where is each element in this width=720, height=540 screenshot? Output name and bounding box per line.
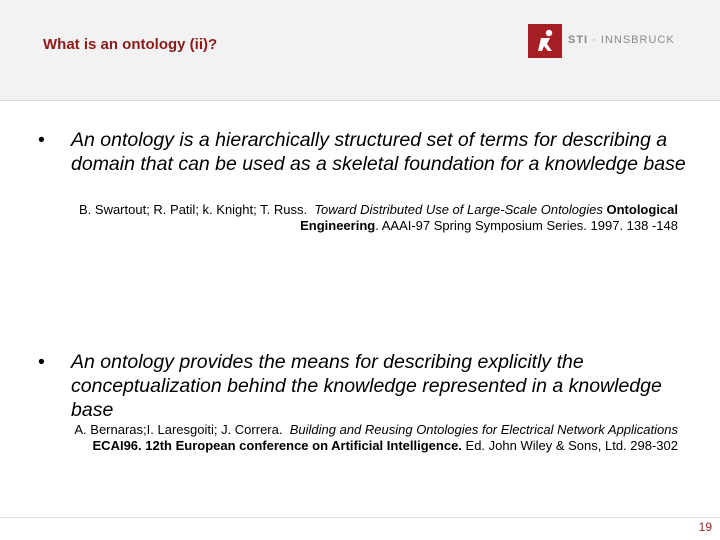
citation-title: Toward Distributed Use of Large-Scale Ontologies xyxy=(314,202,603,217)
citation-rest: . AAAI-97 Spring Symposium Series. 1997. 138 -148 xyxy=(375,217,678,233)
citation-2 xyxy=(66,422,678,453)
citation-authors: A. Bernaras;I. Laresgoiti; J. Correra. xyxy=(74,422,283,437)
citation-authors: B. Swartout; R. Patil; k. Knight; T. Russ. xyxy=(79,202,308,217)
citation-title: Building and Reusing Ontologies for Electrical Network Applications xyxy=(289,422,678,437)
footer-divider xyxy=(0,517,720,518)
header-divider xyxy=(0,100,720,101)
bullet-text: An ontology provides the means for describing explicitly the conceptualization behind the knowledge represented in a knowledge base xyxy=(71,351,662,421)
citation-venue: ECAI96. 12th European conference on Artificial Intelligence. xyxy=(92,437,462,453)
citation-1 xyxy=(66,202,678,233)
bullet-icon: • xyxy=(38,351,45,373)
slide-header xyxy=(0,0,720,100)
logo-text: STI · INNSBRUCK xyxy=(568,34,675,46)
bullet-item-2 xyxy=(38,350,688,422)
bullet-item-1 xyxy=(38,128,688,176)
slide-title: What is an ontology (ii)? xyxy=(43,36,218,53)
bullet-text: An ontology is a hierarchically structured set of terms for describing a domain that can be used as a skeletal foundation for a knowledge base xyxy=(71,129,686,175)
citation-rest: Ed. John Wiley & Sons, Ltd. 298-302 xyxy=(465,437,678,453)
logo-mark-icon xyxy=(528,24,562,58)
page-number: 19 xyxy=(698,520,712,534)
citation-venue: Ontological Engineering xyxy=(300,202,678,233)
bullet-icon: • xyxy=(38,129,45,151)
